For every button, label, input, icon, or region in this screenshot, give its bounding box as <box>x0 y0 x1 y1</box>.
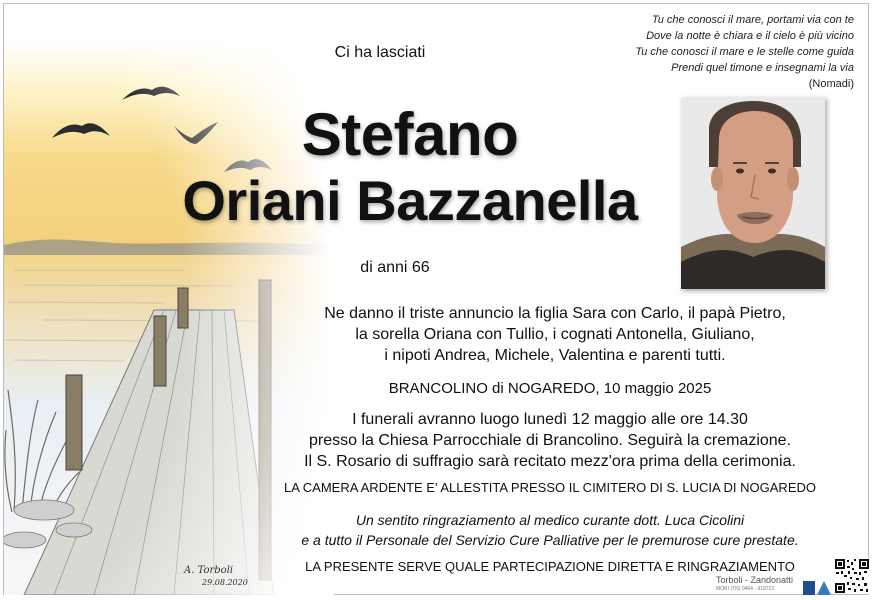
poem-author: (Nomadi) <box>808 78 854 90</box>
agency-logo-icon <box>803 579 831 597</box>
poem-line: Tu che conosci il mare e le stelle come guida <box>635 46 854 58</box>
funeral-line: presso la Chiesa Parrocchiale di Brancolino. Seguirà la cremazione. <box>308 432 792 449</box>
deceased-first-name: Stefano <box>301 101 519 168</box>
poem <box>635 12 854 92</box>
agency-contact: MORI (TN) 0464 - 918713 <box>716 586 775 592</box>
announcement-line: la sorella Oriana con Tullio, i cognati Antonella, Giuliano, <box>355 326 755 343</box>
funeral-line: I funerali avranno luogo lunedì 12 maggio alle ore 14.30 <box>352 411 748 428</box>
place-date: BRANCOLINO di NOGAREDO, 10 maggio 2025 <box>388 380 712 397</box>
final-note: LA PRESENTE SERVE QUALE PARTECIPAZIONE DIRETTA E RINGRAZIAMENTO <box>305 559 795 574</box>
announcement <box>290 303 820 366</box>
funeral-info <box>270 409 830 472</box>
thanks-line: Un sentito ringraziamento al medico curante dott. Luca Cicolini <box>355 512 745 528</box>
agency-name: Torboli - Zandonatti <box>716 575 794 585</box>
artwork-signature: A. Torboli <box>184 565 234 576</box>
poem-line: Prendi quel timone e insegnami la via <box>671 62 854 74</box>
poem-line: Tu che conosci il mare, portami via con te <box>651 14 854 26</box>
announcement-line: i nipoti Andrea, Michele, Valentina e parenti tutti. <box>384 347 726 364</box>
intro-text: Ci ha lasciati <box>334 44 426 61</box>
deceased-age: di anni 66 <box>360 259 430 276</box>
deceased-portrait <box>681 97 825 289</box>
deceased-last-name: Oriani Bazzanella <box>182 169 638 232</box>
poem-line: Dove la notte è chiara e il cielo è più vicino <box>646 30 854 42</box>
qr-code-icon[interactable] <box>834 558 870 594</box>
announcement-line: Ne danno il triste annuncio la figlia Sara con Carlo, il papà Pietro, <box>324 305 786 322</box>
artwork-signature-date: 29.08.2020 <box>202 578 248 587</box>
funeral-line: Il S. Rosario di suffragio sarà recitato mezz'ora prima della cerimonia. <box>304 453 796 470</box>
camera-ardente-note: LA CAMERA ARDENTE E' ALLESTITA PRESSO IL CIMITERO DI S. LUCIA DI NOGAREDO <box>283 480 816 495</box>
thanks-line: e a tutto il Personale del Servizio Cure Palliative per le premurose cure prestate. <box>301 532 799 548</box>
thanks <box>260 510 840 550</box>
